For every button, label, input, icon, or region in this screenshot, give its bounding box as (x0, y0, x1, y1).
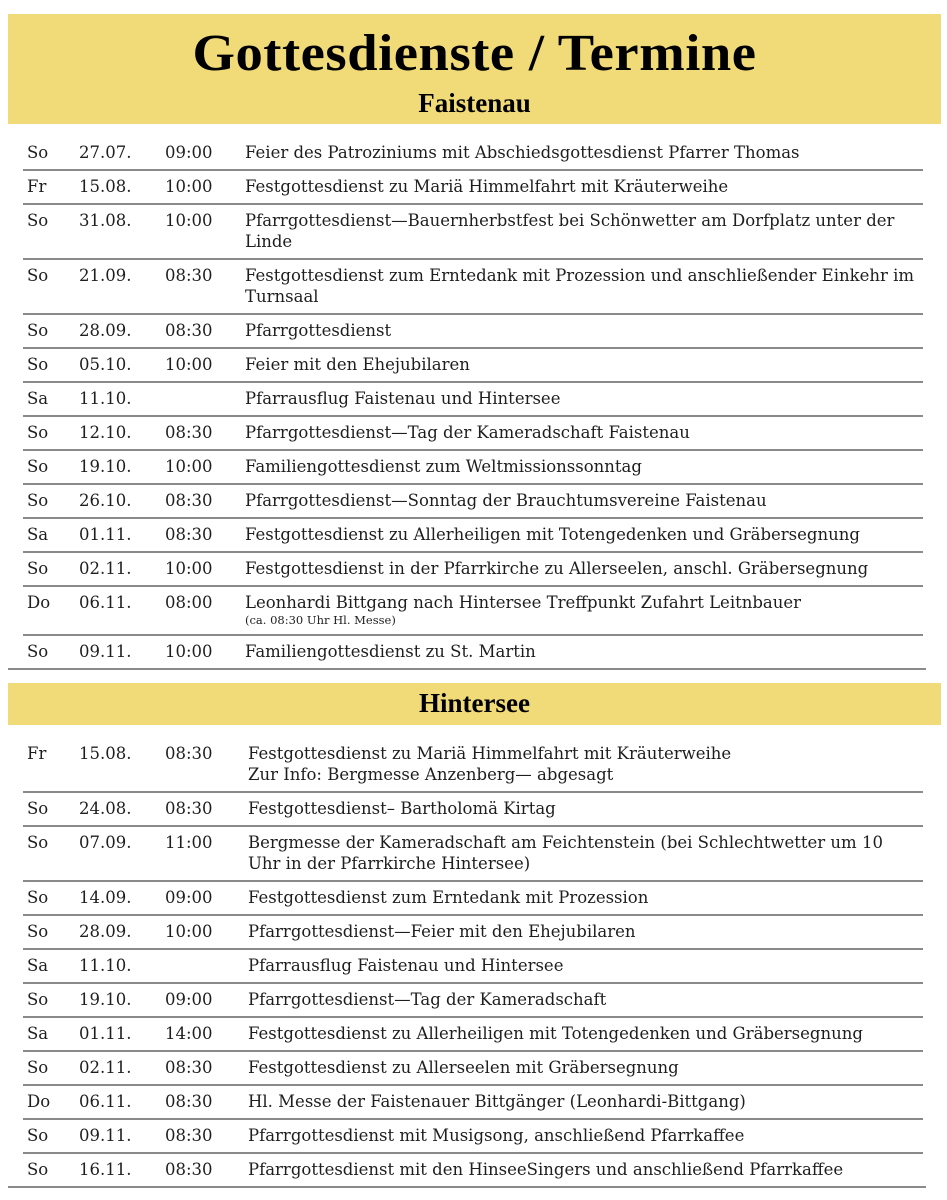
event-description (245, 265, 923, 307)
date: 19.10. (79, 990, 132, 1009)
table-row (23, 827, 923, 882)
weekday: Fr (27, 177, 47, 196)
event-info: Zur Info: Bergmesse Anzenberg— abgesagt (248, 765, 614, 784)
weekday: So (27, 799, 49, 818)
date: 12.10. (79, 423, 132, 442)
time: 08:30 (165, 491, 213, 510)
event-title: Pfarrausflug Faistenau und Hintersee (248, 956, 564, 975)
event-description (245, 798, 923, 819)
time: 08:30 (165, 321, 213, 340)
date: 15.08. (79, 744, 132, 763)
event-description (245, 354, 923, 375)
weekday: So (27, 457, 49, 476)
table-row (23, 260, 923, 315)
table-row (23, 553, 923, 587)
time: 08:00 (165, 593, 213, 612)
event-description (245, 388, 923, 409)
event-title: Festgottesdienst zu Mariä Himmelfahrt mit Kräuterweihe (248, 744, 732, 763)
event-description (245, 887, 923, 908)
weekday: Do (27, 1092, 51, 1111)
weekday: So (27, 888, 49, 907)
event-description (245, 142, 923, 163)
event-description (245, 1023, 923, 1044)
event-title: Pfarrgottesdienst (245, 321, 392, 340)
table-row (23, 738, 923, 793)
event-title: Bergmesse der Kameradschaft am Feichtenstein (bei Schlechtwetter um 10 Uhr in der Pfarrkirche Hintersee) (248, 833, 883, 873)
time: 08:30 (165, 1058, 213, 1077)
date: 07.09. (79, 833, 132, 852)
weekday: Sa (27, 525, 49, 544)
table-row (23, 1086, 923, 1120)
event-description (245, 320, 923, 341)
date: 09.11. (79, 642, 132, 661)
event-title: Pfarrgottesdienst mit Musigsong, anschließend Pfarrkaffee (248, 1126, 745, 1145)
weekday: So (27, 1058, 49, 1077)
header-banner (8, 14, 941, 124)
event-description (245, 989, 923, 1010)
event-description (245, 524, 923, 545)
time: 10:00 (165, 922, 213, 941)
time: 09:00 (165, 143, 213, 162)
time: 08:30 (165, 1092, 213, 1111)
date: 27.07. (79, 143, 132, 162)
weekday: So (27, 321, 49, 340)
date: 19.10. (79, 457, 132, 476)
event-description (245, 743, 923, 785)
event-description (245, 1125, 923, 1146)
time: 11:00 (165, 833, 213, 852)
time: 10:00 (165, 457, 213, 476)
weekday: So (27, 1160, 49, 1179)
time: 10:00 (165, 642, 213, 661)
event-description (245, 176, 923, 197)
event-description (245, 832, 923, 874)
event-title: Pfarrgottesdienst—Feier mit den Ehejubilaren (248, 922, 636, 941)
event-title: Pfarrgottesdienst—Tag der Kameradschaft (248, 990, 607, 1009)
section-title-faistenau: Faistenau (418, 88, 531, 118)
table-row (23, 519, 923, 553)
table-row (23, 315, 923, 349)
time: 08:30 (165, 1160, 213, 1179)
date: 15.08. (79, 177, 132, 196)
date: 28.09. (79, 922, 132, 941)
weekday: So (27, 491, 49, 510)
table-row (23, 417, 923, 451)
date: 26.10. (79, 491, 132, 510)
event-title: Hl. Messe der Faistenauer Bittgänger (Leonhardi-Bittgang) (248, 1092, 746, 1111)
date: 21.09. (79, 266, 132, 285)
event-title: Festgottesdienst in der Pfarrkirche zu Allerseelen, anschl. Gräbersegnung (245, 559, 869, 578)
weekday: Fr (27, 744, 47, 763)
event-description (245, 1091, 923, 1112)
event-title: Festgottesdienst zum Erntedank mit Prozession (248, 888, 649, 907)
table-row (23, 383, 923, 417)
weekday: So (27, 423, 49, 442)
table-row (23, 882, 923, 916)
event-title: Feier des Patroziniums mit Abschiedsgottesdienst Pfarrer Thomas (245, 143, 800, 162)
event-description (245, 210, 923, 252)
date: 09.11. (79, 1126, 132, 1145)
table-row (23, 984, 923, 1018)
table-row (8, 636, 926, 670)
weekday: So (27, 559, 49, 578)
table-row (23, 485, 923, 519)
event-description (245, 641, 926, 662)
event-description (245, 490, 923, 511)
event-description (245, 592, 923, 628)
event-title: Feier mit den Ehejubilaren (245, 355, 470, 374)
table-row (8, 1154, 926, 1188)
weekday: So (27, 642, 49, 661)
time: 08:30 (165, 1126, 213, 1145)
date: 06.11. (79, 1092, 132, 1111)
table-row (23, 1052, 923, 1086)
date: 24.08. (79, 799, 132, 818)
event-title: Festgottesdienst zu Allerseelen mit Gräbersegnung (248, 1058, 679, 1077)
event-title: Festgottesdienst zu Allerheiligen mit Totengedenken und Gräbersegnung (245, 525, 860, 544)
event-description (245, 1159, 926, 1180)
date: 14.09. (79, 888, 132, 907)
time: 10:00 (165, 177, 213, 196)
table-row (23, 137, 923, 171)
event-description (245, 955, 923, 976)
event-title: Pfarrgottesdienst mit den HinseeSingers und anschließend Pfarrkaffee (248, 1160, 844, 1179)
date: 11.10. (79, 389, 132, 408)
weekday: So (27, 355, 49, 374)
event-title: Pfarrausflug Faistenau und Hintersee (245, 389, 561, 408)
weekday: So (27, 266, 49, 285)
time: 14:00 (165, 1024, 213, 1043)
time: 08:30 (165, 423, 213, 442)
date: 01.11. (79, 525, 132, 544)
weekday: So (27, 143, 49, 162)
time: 09:00 (165, 990, 213, 1009)
date: 31.08. (79, 211, 132, 230)
event-title: Familiengottesdienst zu St. Martin (245, 642, 536, 661)
event-title: Festgottesdienst zu Mariä Himmelfahrt mit Kräuterweihe (245, 177, 729, 196)
table-row (23, 451, 923, 485)
date: 05.10. (79, 355, 132, 374)
event-note: (ca. 08:30 Uhr Hl. Messe) (245, 613, 396, 627)
table-row (23, 916, 923, 950)
table-row (23, 793, 923, 827)
section-banner-hintersee (8, 683, 941, 725)
schedule-table-hintersee (23, 738, 923, 1188)
date: 01.11. (79, 1024, 132, 1043)
event-title: Pfarrgottesdienst—Tag der Kameradschaft Faistenau (245, 423, 690, 442)
event-description (245, 921, 923, 942)
time: 10:00 (165, 559, 213, 578)
time: 09:00 (165, 888, 213, 907)
section-title-hintersee: Hintersee (419, 688, 530, 718)
time: 08:30 (165, 266, 213, 285)
time: 08:30 (165, 525, 213, 544)
time: 10:00 (165, 355, 213, 374)
weekday: So (27, 211, 49, 230)
date: 02.11. (79, 559, 132, 578)
event-title: Familiengottesdienst zum Weltmissionssonntag (245, 457, 642, 476)
event-title: Leonhardi Bittgang nach Hintersee Treffpunkt Zufahrt Leitnbauer (245, 593, 802, 612)
event-title: Pfarrgottesdienst—Bauernherbstfest bei Schönwetter am Dorfplatz unter der Linde (245, 211, 895, 251)
time: 08:30 (165, 744, 213, 763)
time: 08:30 (165, 799, 213, 818)
event-title: Pfarrgottesdienst—Sonntag der Brauchtumsvereine Faistenau (245, 491, 767, 510)
date: 11.10. (79, 956, 132, 975)
weekday: Sa (27, 1024, 49, 1043)
event-description (245, 558, 923, 579)
date: 06.11. (79, 593, 132, 612)
event-description (245, 422, 923, 443)
event-title: Festgottesdienst zum Erntedank mit Prozession und anschließender Einkehr im Turnsaal (245, 266, 915, 306)
event-description (245, 456, 923, 477)
date: 16.11. (79, 1160, 132, 1179)
date: 02.11. (79, 1058, 132, 1077)
page-title: Gottesdienste / Termine (192, 25, 757, 82)
weekday: So (27, 833, 49, 852)
weekday: Sa (27, 956, 49, 975)
schedule-table-faistenau (23, 137, 923, 670)
table-row (23, 349, 923, 383)
weekday: Do (27, 593, 51, 612)
table-row (23, 171, 923, 205)
table-row (23, 950, 923, 984)
table-row (23, 205, 923, 260)
weekday: So (27, 1126, 49, 1145)
event-title: Festgottesdienst zu Allerheiligen mit Totengedenken und Gräbersegnung (248, 1024, 863, 1043)
time: 10:00 (165, 211, 213, 230)
weekday: So (27, 990, 49, 1009)
table-row (23, 1120, 923, 1154)
table-row (23, 1018, 923, 1052)
event-title: Festgottesdienst– Bartholomä Kirtag (248, 799, 556, 818)
event-description (245, 1057, 923, 1078)
table-row (23, 587, 923, 636)
weekday: So (27, 922, 49, 941)
date: 28.09. (79, 321, 132, 340)
weekday: Sa (27, 389, 49, 408)
